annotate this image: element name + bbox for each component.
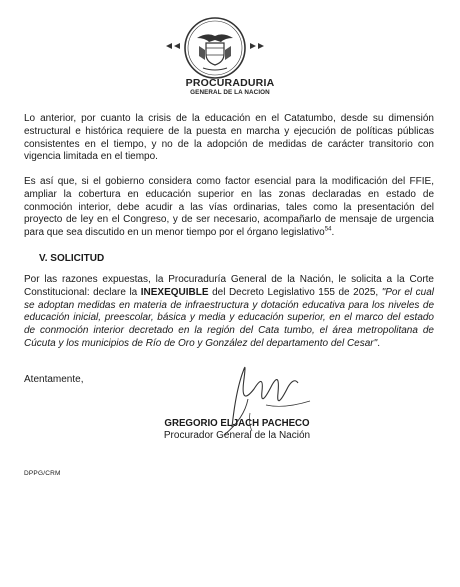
signer-name: GREGORIO ELJACH PACHECO [164,418,310,429]
paragraph-3 [24,274,434,351]
colombia-coat-of-arms-seal [183,16,247,80]
brand-main-text: PROCURADURIA [185,77,275,89]
paragraph-2 [24,176,434,240]
paragraph-3-start: Por las razones expuestas, la Procuraduría General de la Nación, le solicita a la Corte Constitucional: declare la [24,274,434,298]
paragraph-3-bold: INEXEQUIBLE [140,286,209,298]
document-reference-code: DPPG/CRM [24,470,61,477]
paragraph-2-text: Es así que, si el gobierno considera como factor esencial para la modificación del FFIE, ampliar la cobertura en educación superior en las zonas declaradas en estado de conmoción interior, debe acudir a las vías ordinarias, tales como la presentación del proyecto de ley en el Congreso, y de ser necesario, acompañarlo de mensaje de urgencia para que sea discutido en un menor tiempo por el órgano legislativo [24,176,434,239]
paragraph-2-end: . [331,227,335,239]
brand-sub-text: GENERAL DE LA NACION [190,89,270,96]
section-heading: V. SOLICITUD [39,253,105,264]
ornament-right-icon [250,42,264,50]
signer-block [24,418,434,442]
paragraph-1: Lo anterior, por cuanto la crisis de la educación en el Catatumbo, desde su dimensión estructural e histórica requiere de la puesta en marcha y ejecución de políticas públicas consistentes en el tiempo, y no de la adopción de medidas de carácter transitorio con vigencia limitada en el tiempo. [24,113,434,163]
footnote-reference[interactable]: 54 [324,226,332,233]
ornament-left-icon [166,42,180,50]
decree-title-quote: "Por el cual se adoptan medidas en materia de infraestructura y dotación educativa para los niveles de educación inicial, preescolar, básica y media y educación superior, en el marco del estado de conmoción interior decretado en la región del Cata tumbo, el área metropolitana de Cúcuta y los municipios de Río de Oro y González del departamento del Cesar" [24,286,434,349]
signer-title: Procurador General de la Nación [163,430,311,441]
closing-greeting: Atentamente, [24,374,84,385]
institution-logo-text [150,78,310,97]
paragraph-3-end: . [377,337,380,349]
paragraph-3-mid: del Decreto Legislativo 155 de 2025, [208,286,382,298]
